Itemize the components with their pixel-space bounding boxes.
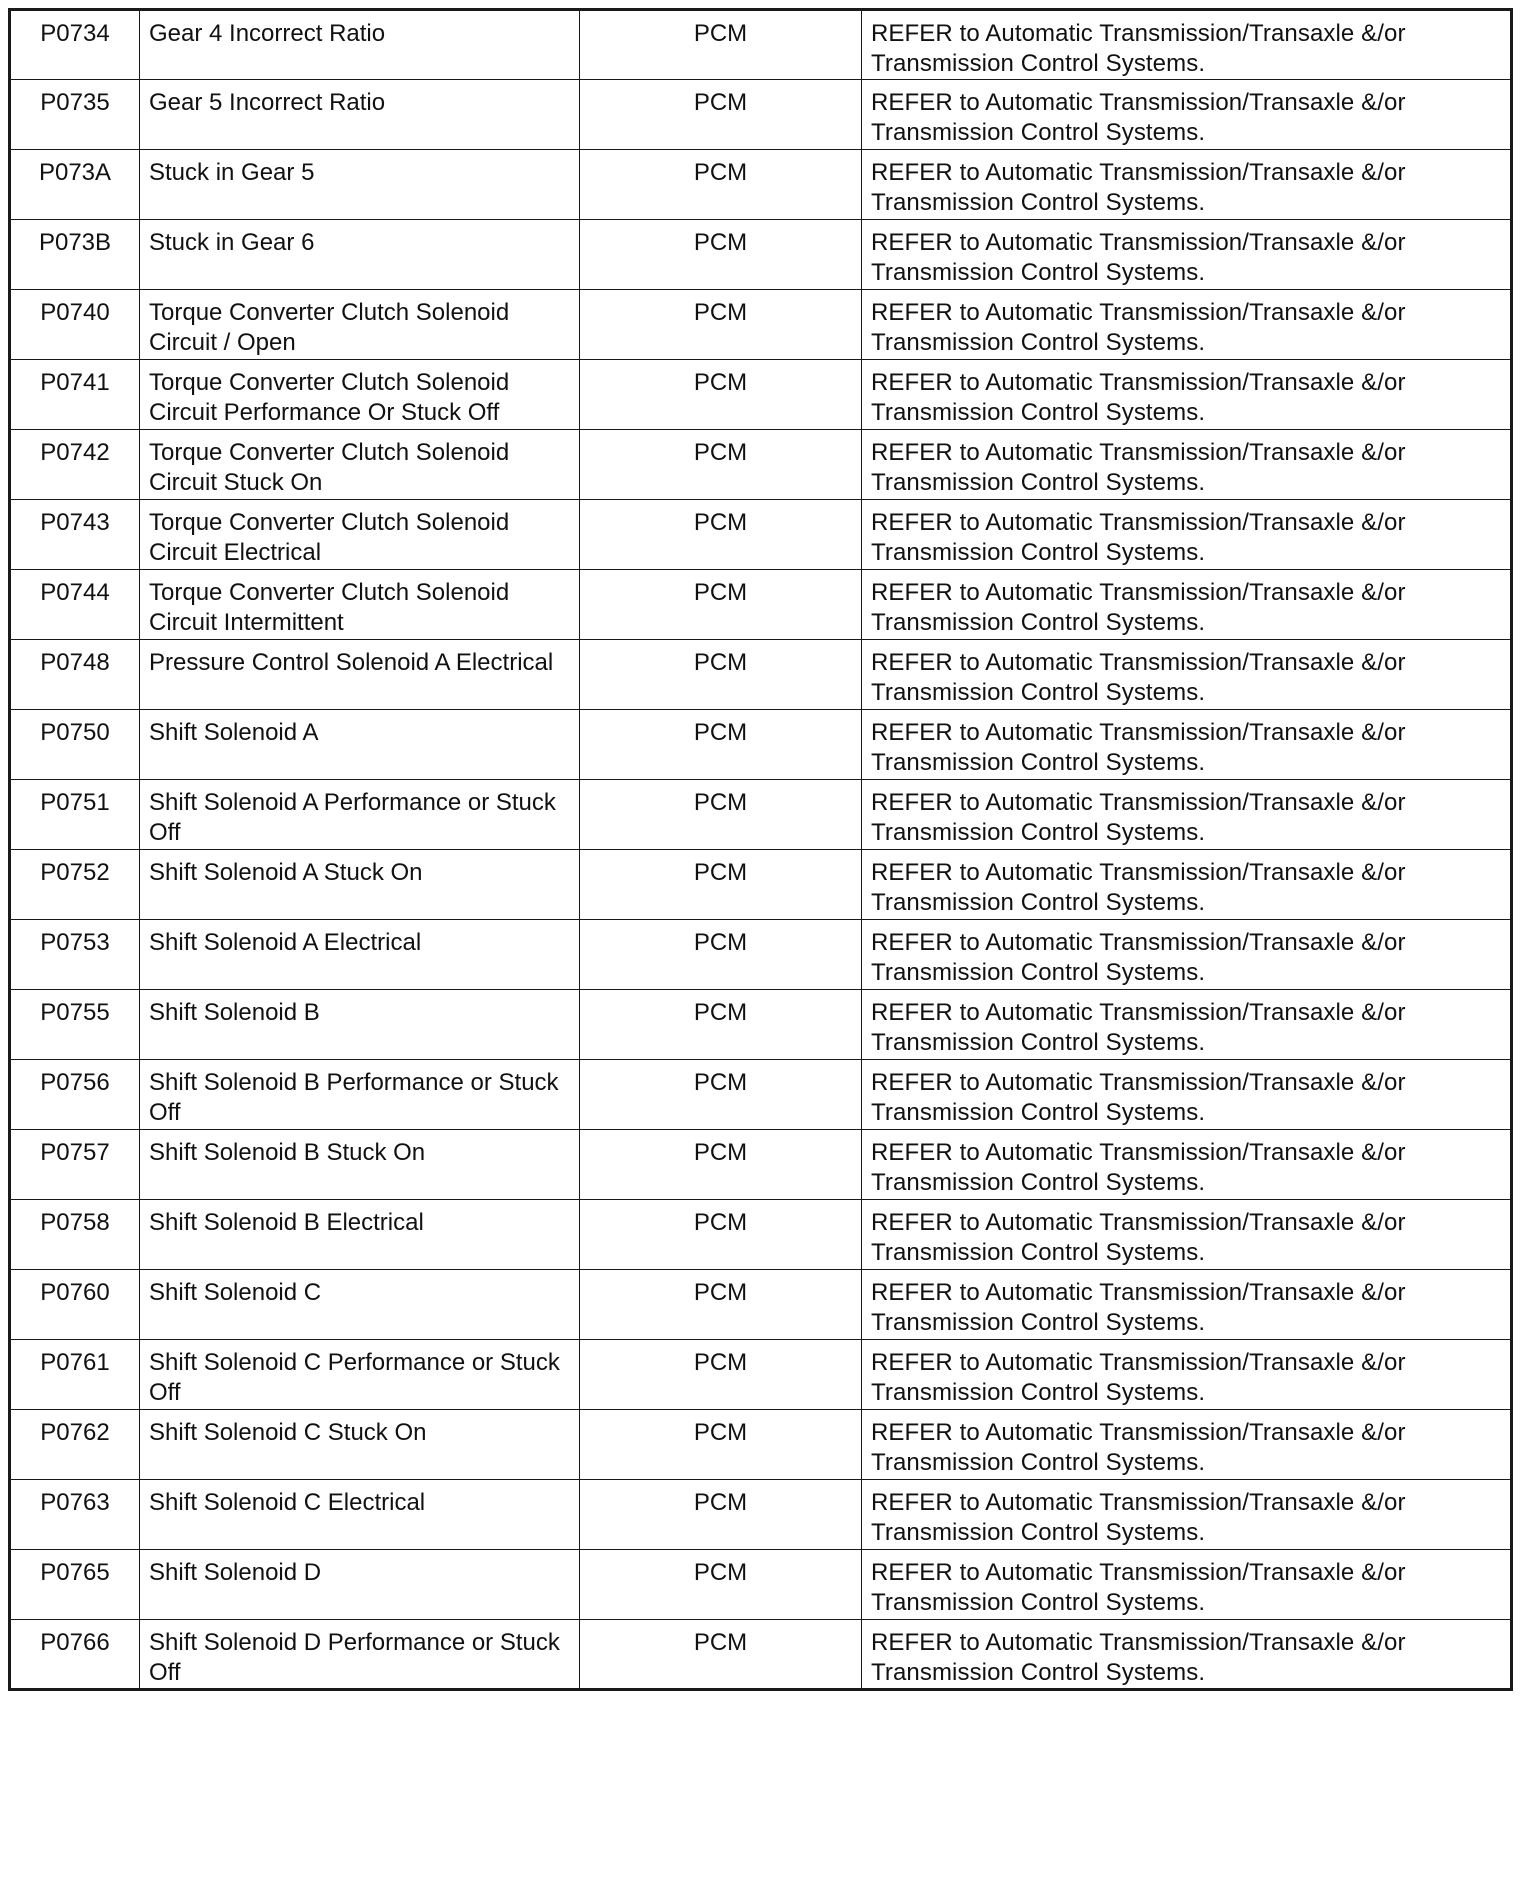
dtc-module-cell: PCM: [580, 290, 862, 360]
dtc-action-cell: REFER to Automatic Transmission/Transaxle &/or Transmission Control Systems.: [862, 360, 1512, 430]
dtc-code-cell: P0742: [10, 430, 140, 500]
dtc-table-body: [10, 10, 1512, 1690]
dtc-module-cell: PCM: [580, 710, 862, 780]
dtc-code-cell: P073A: [10, 150, 140, 220]
dtc-code-cell: P0756: [10, 1060, 140, 1130]
dtc-description-cell: Torque Converter Clutch Solenoid Circuit Performance Or Stuck Off: [140, 360, 580, 430]
dtc-description-cell: Gear 4 Incorrect Ratio: [140, 10, 580, 80]
dtc-description-cell: Pressure Control Solenoid A Electrical: [140, 640, 580, 710]
table-row: [10, 710, 1512, 780]
dtc-module-cell: PCM: [580, 500, 862, 570]
dtc-module-cell: PCM: [580, 220, 862, 290]
dtc-module-cell: PCM: [580, 1060, 862, 1130]
table-row: [10, 850, 1512, 920]
dtc-action-cell: REFER to Automatic Transmission/Transaxle &/or Transmission Control Systems.: [862, 430, 1512, 500]
dtc-description-cell: Shift Solenoid B Electrical: [140, 1200, 580, 1270]
table-row: [10, 1550, 1512, 1620]
table-row: [10, 1130, 1512, 1200]
dtc-description-cell: Shift Solenoid A: [140, 710, 580, 780]
dtc-action-cell: REFER to Automatic Transmission/Transaxle &/or Transmission Control Systems.: [862, 710, 1512, 780]
dtc-module-cell: PCM: [580, 920, 862, 990]
dtc-description-cell: Shift Solenoid A Stuck On: [140, 850, 580, 920]
table-row: [10, 780, 1512, 850]
table-row: [10, 360, 1512, 430]
table-row: [10, 1060, 1512, 1130]
dtc-module-cell: PCM: [580, 1340, 862, 1410]
dtc-action-cell: REFER to Automatic Transmission/Transaxle &/or Transmission Control Systems.: [862, 780, 1512, 850]
table-row: [10, 10, 1512, 80]
dtc-description-cell: Shift Solenoid D Performance or Stuck Off: [140, 1620, 580, 1690]
dtc-action-cell: REFER to Automatic Transmission/Transaxle &/or Transmission Control Systems.: [862, 10, 1512, 80]
table-row: [10, 500, 1512, 570]
dtc-action-cell: REFER to Automatic Transmission/Transaxle &/or Transmission Control Systems.: [862, 850, 1512, 920]
dtc-module-cell: PCM: [580, 780, 862, 850]
dtc-module-cell: PCM: [580, 1550, 862, 1620]
dtc-description-cell: Shift Solenoid D: [140, 1550, 580, 1620]
dtc-action-cell: REFER to Automatic Transmission/Transaxle &/or Transmission Control Systems.: [862, 570, 1512, 640]
dtc-code-cell: P0766: [10, 1620, 140, 1690]
dtc-code-cell: P0748: [10, 640, 140, 710]
dtc-action-cell: REFER to Automatic Transmission/Transaxle &/or Transmission Control Systems.: [862, 1200, 1512, 1270]
table-row: [10, 640, 1512, 710]
dtc-module-cell: PCM: [580, 640, 862, 710]
dtc-code-cell: P0751: [10, 780, 140, 850]
dtc-module-cell: PCM: [580, 1410, 862, 1480]
dtc-description-cell: Stuck in Gear 6: [140, 220, 580, 290]
dtc-module-cell: PCM: [580, 430, 862, 500]
dtc-module-cell: PCM: [580, 1200, 862, 1270]
dtc-action-cell: REFER to Automatic Transmission/Transaxle &/or Transmission Control Systems.: [862, 80, 1512, 150]
dtc-code-cell: P0740: [10, 290, 140, 360]
dtc-code-cell: P073B: [10, 220, 140, 290]
table-row: [10, 1270, 1512, 1340]
dtc-code-cell: P0735: [10, 80, 140, 150]
dtc-action-cell: REFER to Automatic Transmission/Transaxle &/or Transmission Control Systems.: [862, 1480, 1512, 1550]
table-row: [10, 920, 1512, 990]
dtc-code-cell: P0753: [10, 920, 140, 990]
dtc-code-cell: P0744: [10, 570, 140, 640]
dtc-module-cell: PCM: [580, 150, 862, 220]
table-row: [10, 1200, 1512, 1270]
table-row: [10, 430, 1512, 500]
dtc-code-cell: P0755: [10, 990, 140, 1060]
dtc-code-cell: P0765: [10, 1550, 140, 1620]
dtc-description-cell: Shift Solenoid A Performance or Stuck Off: [140, 780, 580, 850]
dtc-module-cell: PCM: [580, 850, 862, 920]
dtc-code-cell: P0763: [10, 1480, 140, 1550]
dtc-action-cell: REFER to Automatic Transmission/Transaxle &/or Transmission Control Systems.: [862, 150, 1512, 220]
dtc-code-cell: P0734: [10, 10, 140, 80]
dtc-module-cell: PCM: [580, 1270, 862, 1340]
dtc-description-cell: Shift Solenoid A Electrical: [140, 920, 580, 990]
table-row: [10, 1410, 1512, 1480]
dtc-code-cell: P0761: [10, 1340, 140, 1410]
dtc-description-cell: Torque Converter Clutch Solenoid Circuit / Open: [140, 290, 580, 360]
dtc-module-cell: PCM: [580, 80, 862, 150]
table-row: [10, 1340, 1512, 1410]
dtc-module-cell: PCM: [580, 1620, 862, 1690]
dtc-code-cell: P0743: [10, 500, 140, 570]
table-row: [10, 290, 1512, 360]
table-row: [10, 150, 1512, 220]
table-row: [10, 80, 1512, 150]
dtc-description-cell: Shift Solenoid C Performance or Stuck Off: [140, 1340, 580, 1410]
dtc-code-cell: P0750: [10, 710, 140, 780]
dtc-action-cell: REFER to Automatic Transmission/Transaxle &/or Transmission Control Systems.: [862, 1550, 1512, 1620]
dtc-description-cell: Shift Solenoid C Electrical: [140, 1480, 580, 1550]
dtc-action-cell: REFER to Automatic Transmission/Transaxle &/or Transmission Control Systems.: [862, 1410, 1512, 1480]
dtc-description-cell: Shift Solenoid B Performance or Stuck Off: [140, 1060, 580, 1130]
table-row: [10, 1620, 1512, 1690]
dtc-description-cell: Gear 5 Incorrect Ratio: [140, 80, 580, 150]
dtc-description-cell: Torque Converter Clutch Solenoid Circuit Electrical: [140, 500, 580, 570]
dtc-action-cell: REFER to Automatic Transmission/Transaxle &/or Transmission Control Systems.: [862, 500, 1512, 570]
dtc-action-cell: REFER to Automatic Transmission/Transaxle &/or Transmission Control Systems.: [862, 220, 1512, 290]
dtc-action-cell: REFER to Automatic Transmission/Transaxle &/or Transmission Control Systems.: [862, 640, 1512, 710]
dtc-description-cell: Shift Solenoid C: [140, 1270, 580, 1340]
dtc-action-cell: REFER to Automatic Transmission/Transaxle &/or Transmission Control Systems.: [862, 290, 1512, 360]
dtc-module-cell: PCM: [580, 1480, 862, 1550]
dtc-action-cell: REFER to Automatic Transmission/Transaxle &/or Transmission Control Systems.: [862, 1340, 1512, 1410]
dtc-description-cell: Shift Solenoid B Stuck On: [140, 1130, 580, 1200]
dtc-module-cell: PCM: [580, 1130, 862, 1200]
dtc-code-cell: P0741: [10, 360, 140, 430]
dtc-description-cell: Torque Converter Clutch Solenoid Circuit Intermittent: [140, 570, 580, 640]
dtc-description-cell: Torque Converter Clutch Solenoid Circuit Stuck On: [140, 430, 580, 500]
dtc-module-cell: PCM: [580, 570, 862, 640]
dtc-action-cell: REFER to Automatic Transmission/Transaxle &/or Transmission Control Systems.: [862, 1270, 1512, 1340]
dtc-description-cell: Shift Solenoid B: [140, 990, 580, 1060]
dtc-action-cell: REFER to Automatic Transmission/Transaxle &/or Transmission Control Systems.: [862, 1620, 1512, 1690]
dtc-action-cell: REFER to Automatic Transmission/Transaxle &/or Transmission Control Systems.: [862, 990, 1512, 1060]
dtc-code-cell: P0752: [10, 850, 140, 920]
dtc-module-cell: PCM: [580, 10, 862, 80]
dtc-description-cell: Stuck in Gear 5: [140, 150, 580, 220]
dtc-action-cell: REFER to Automatic Transmission/Transaxle &/or Transmission Control Systems.: [862, 1130, 1512, 1200]
table-row: [10, 220, 1512, 290]
dtc-module-cell: PCM: [580, 990, 862, 1060]
dtc-table: [8, 8, 1513, 1691]
dtc-module-cell: PCM: [580, 360, 862, 430]
dtc-action-cell: REFER to Automatic Transmission/Transaxle &/or Transmission Control Systems.: [862, 920, 1512, 990]
dtc-code-cell: P0758: [10, 1200, 140, 1270]
dtc-code-cell: P0762: [10, 1410, 140, 1480]
table-row: [10, 990, 1512, 1060]
dtc-code-cell: P0760: [10, 1270, 140, 1340]
table-row: [10, 570, 1512, 640]
dtc-description-cell: Shift Solenoid C Stuck On: [140, 1410, 580, 1480]
dtc-action-cell: REFER to Automatic Transmission/Transaxle &/or Transmission Control Systems.: [862, 1060, 1512, 1130]
table-row: [10, 1480, 1512, 1550]
dtc-code-cell: P0757: [10, 1130, 140, 1200]
